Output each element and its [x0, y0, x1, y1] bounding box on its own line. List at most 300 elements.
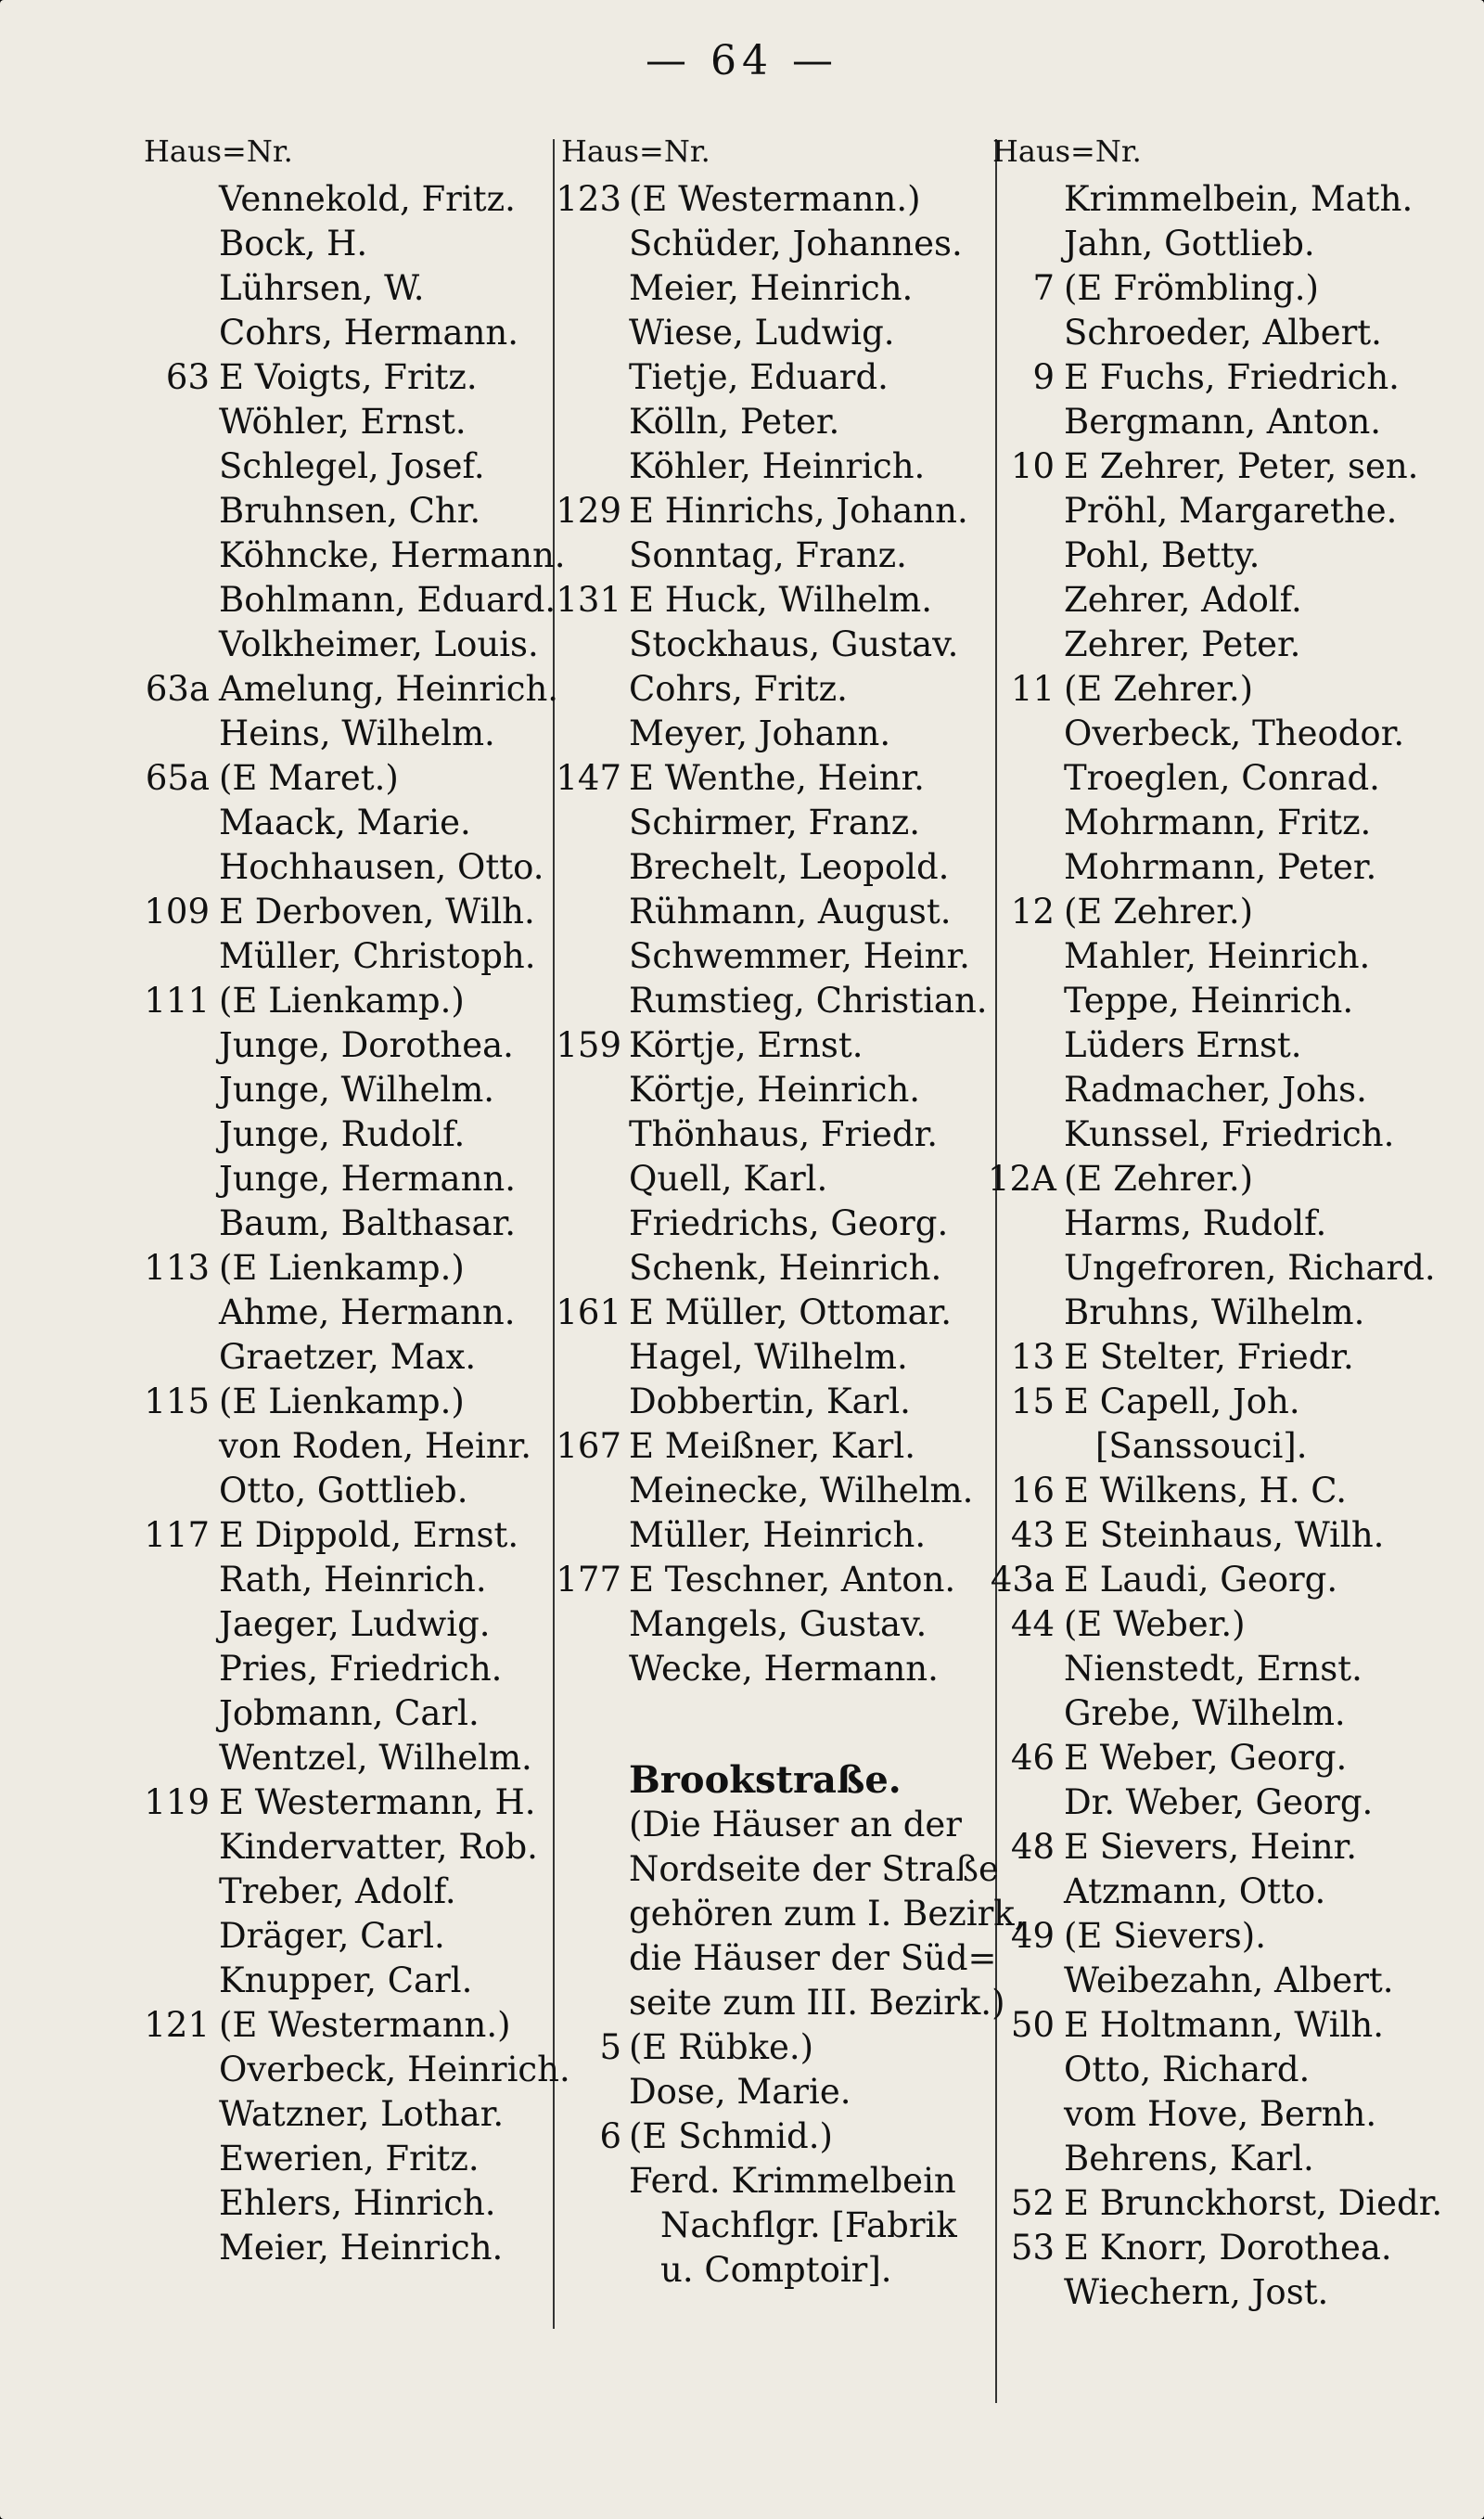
resident-name: E Voigts, Fritz.: [219, 357, 478, 397]
directory-entry: [997, 400, 1433, 444]
directory-entry: [556, 1424, 1006, 1469]
resident-name: Cohrs, Hermann.: [219, 313, 519, 353]
resident-name: Kindervatter, Rob.: [219, 1827, 538, 1867]
resident-name: Overbeck, Heinrich.: [219, 2050, 570, 2089]
directory-entry: [130, 1914, 566, 1959]
street-note: [561, 1803, 1026, 2025]
house-number: 121: [144, 2005, 210, 2045]
directory-entry: [561, 845, 1006, 890]
house-number: 7: [1032, 268, 1055, 308]
directory-entry: [130, 1691, 566, 1736]
resident-name: Graetzer, Max.: [219, 1337, 477, 1377]
directory-entry: [130, 845, 566, 890]
resident-name: E Fuchs, Friedrich.: [1064, 357, 1400, 397]
resident-name: (E Lienkamp.): [219, 1248, 465, 1288]
resident-name: Ewerien, Fritz.: [219, 2139, 480, 2178]
resident-name: Junge, Hermann.: [219, 1159, 517, 1199]
directory-entry: [997, 177, 1433, 222]
directory-entry: [561, 1157, 1006, 1202]
resident-name: Körtje, Ernst.: [629, 1025, 864, 1065]
resident-name: (E Zehrer.): [1064, 669, 1254, 709]
resident-name: Rühmann, August.: [629, 892, 952, 932]
house-number: 177: [556, 1560, 621, 1600]
directory-entry: [130, 1959, 566, 2003]
directory-entry: [130, 355, 566, 400]
directory-entry: [556, 1291, 1006, 1335]
resident-name: E Knorr, Dorothea.: [1064, 2228, 1392, 2268]
resident-name: Radmacher, Johs.: [1064, 1070, 1367, 1110]
resident-name: Schenk, Heinrich.: [629, 1248, 942, 1288]
house-number: 48: [1010, 1827, 1055, 1867]
resident-name: Ungefroren, Richard.: [1064, 1248, 1436, 1288]
directory-entry: [561, 2248, 1006, 2293]
house-number: 43a: [990, 1560, 1055, 1600]
note-text: seite zum III. Bezirk.): [629, 1983, 1005, 2023]
resident-name: Meyer, Johann.: [629, 713, 891, 753]
directory-entry: [556, 1023, 1006, 1068]
directory-entry: [997, 222, 1433, 266]
directory-entry: [997, 890, 1433, 934]
directory-entry: [997, 623, 1433, 667]
resident-name: vom Hove, Bernh.: [1064, 2094, 1377, 2134]
entry-list: [556, 177, 1006, 1691]
resident-name: Bock, H.: [219, 224, 368, 263]
column-1: [130, 125, 570, 2270]
resident-name: Zehrer, Peter.: [1064, 624, 1301, 664]
column-3: [988, 125, 1443, 2315]
resident-name: Harms, Rudolf.: [1064, 1203, 1327, 1243]
house-number: 15: [1010, 1382, 1055, 1421]
resident-name: Mahler, Heinrich.: [1064, 936, 1371, 976]
directory-entry: [561, 890, 1006, 934]
directory-entry: [561, 222, 1006, 266]
resident-name: Junge, Rudolf.: [219, 1114, 466, 1154]
resident-name: (E Weber.): [1064, 1604, 1246, 1644]
note-line: [561, 1981, 1006, 2025]
directory-entry: [130, 578, 566, 623]
entry-list: [988, 177, 1443, 2315]
directory-entry: [997, 2003, 1433, 2048]
directory-entry: [130, 1647, 566, 1691]
directory-entry: [130, 1380, 566, 1424]
directory-entry: [997, 1112, 1433, 1157]
resident-name: Maack, Marie.: [219, 803, 471, 842]
directory-entry: [561, 444, 1006, 489]
resident-name: Hochhausen, Otto.: [219, 847, 544, 887]
directory-entry: [997, 1780, 1433, 1825]
resident-name: Ehlers, Hinrich.: [219, 2183, 496, 2223]
resident-name: Müller, Heinrich.: [629, 1515, 927, 1555]
house-number: 167: [556, 1426, 621, 1466]
directory-entry: [130, 1202, 566, 1246]
note-line: [561, 1936, 1006, 1981]
resident-name: Vennekold, Fritz.: [219, 179, 516, 219]
directory-entry: [130, 623, 566, 667]
directory-entry: [988, 1157, 1433, 1202]
house-number: 5: [599, 2027, 621, 2067]
directory-entry: [556, 177, 1006, 222]
house-number: 49: [1010, 1916, 1055, 1956]
resident-name: Friedrichs, Georg.: [629, 1203, 949, 1243]
resident-name: Atzmann, Otto.: [1064, 1871, 1326, 1911]
resident-name: (E Zehrer.): [1064, 892, 1254, 932]
house-number: 115: [144, 1382, 210, 1421]
house-number: 147: [556, 758, 621, 798]
directory-entry: [130, 533, 566, 578]
directory-entry: [561, 2025, 1006, 2070]
directory-entry: [997, 311, 1433, 355]
resident-name: (E Maret.): [219, 758, 399, 798]
resident-name: Behrens, Karl.: [1064, 2139, 1314, 2178]
house-number: 119: [144, 1782, 210, 1822]
directory-entry: [130, 1780, 566, 1825]
resident-name: E Weber, Georg.: [1064, 1738, 1348, 1778]
resident-name: Köhncke, Hermann.: [219, 535, 566, 575]
directory-entry: [561, 1246, 1006, 1291]
directory-entry: [997, 355, 1433, 400]
note-line: [561, 1803, 1006, 1847]
directory-entry: [130, 444, 566, 489]
resident-name: E Zehrer, Peter, sen.: [1064, 446, 1419, 486]
resident-name: E Holtmann, Wilh.: [1064, 2005, 1384, 2045]
resident-name: Jaeger, Ludwig.: [219, 1604, 491, 1644]
resident-name: Hagel, Wilhelm.: [629, 1337, 908, 1377]
directory-entry: [130, 266, 566, 311]
directory-entry: [561, 266, 1006, 311]
house-number: 161: [556, 1292, 621, 1332]
directory-entry: [997, 1291, 1433, 1335]
resident-name: Meinecke, Wilhelm.: [629, 1471, 974, 1510]
directory-entry: [130, 801, 566, 845]
directory-entry: [997, 266, 1433, 311]
directory-entry: [561, 934, 1006, 979]
resident-name: E Huck, Wilhelm.: [629, 580, 932, 620]
resident-name: Jobmann, Carl.: [219, 1693, 480, 1733]
street-heading-row: [561, 1758, 1006, 1803]
resident-name: Grebe, Wilhelm.: [1064, 1693, 1346, 1733]
directory-entry: [997, 2270, 1433, 2315]
entry-list: [130, 177, 570, 2270]
resident-name: von Roden, Heinr.: [219, 1426, 532, 1466]
directory-entry: [997, 2092, 1433, 2137]
directory-entry: [561, 1068, 1006, 1112]
directory-entry: [997, 1335, 1433, 1380]
directory-entry: [130, 222, 566, 266]
resident-name: Dr. Weber, Georg.: [1064, 1782, 1374, 1822]
resident-name: Tietje, Eduard.: [629, 357, 889, 397]
resident-name: Kölln, Peter.: [629, 402, 840, 442]
note-text: Nordseite der Straße: [629, 1849, 999, 1889]
directory-entry: [997, 2181, 1443, 2226]
directory-entry: [561, 355, 1006, 400]
resident-name: Stockhaus, Gustav.: [629, 624, 959, 664]
directory-entry: [997, 934, 1433, 979]
resident-name: Bruhnsen, Chr.: [219, 491, 481, 531]
resident-name: Ahme, Hermann.: [219, 1292, 516, 1332]
resident-name: E Westermann, H.: [219, 1782, 536, 1822]
resident-name: (E Frömbling.): [1064, 268, 1319, 308]
entry-list: [561, 2025, 1006, 2293]
directory-entry: [561, 2114, 1006, 2159]
resident-name: Meier, Heinrich.: [629, 268, 914, 308]
directory-entry: [130, 2226, 566, 2270]
directory-entry: [997, 2137, 1433, 2181]
directory-entry: [561, 2159, 1006, 2204]
resident-name: Mohrmann, Fritz.: [1064, 803, 1372, 842]
directory-entry: [130, 177, 566, 222]
resident-name: E Sievers, Heinr.: [1064, 1827, 1358, 1867]
directory-entry: [561, 1469, 1006, 1513]
resident-name: Schwemmer, Heinr.: [629, 936, 970, 976]
directory-entry: [130, 1157, 566, 1202]
resident-name: Dobbertin, Karl.: [629, 1382, 911, 1421]
directory-entry: [556, 1558, 1006, 1602]
directory-entry: [997, 1691, 1433, 1736]
directory-entry: [561, 712, 1006, 756]
note-line: [561, 1847, 1006, 1892]
directory-entry: [561, 1647, 1006, 1691]
resident-name: Kunssel, Friedrich.: [1064, 1114, 1395, 1154]
resident-name: Bruhns, Wilhelm.: [1064, 1292, 1365, 1332]
resident-name: E Dippold, Ernst.: [219, 1515, 519, 1555]
directory-entry: [997, 1513, 1433, 1558]
directory-entry: [561, 1112, 1006, 1157]
directory-entry: [130, 1424, 566, 1469]
resident-name: Schlegel, Josef.: [219, 446, 485, 486]
directory-entry: [997, 533, 1433, 578]
resident-name: u. Comptoir].: [660, 2250, 892, 2290]
resident-name: Wentzel, Wilhelm.: [219, 1738, 532, 1778]
house-number: 6: [599, 2116, 621, 2156]
directory-entry: [561, 667, 1006, 712]
resident-name: Brechelt, Leopold.: [629, 847, 950, 887]
resident-name: Dose, Marie.: [629, 2072, 851, 2112]
column-header: Haus=Nr.: [144, 134, 293, 169]
directory-entry: [990, 1558, 1433, 1602]
resident-name: Baum, Balthasar.: [219, 1203, 516, 1243]
directory-entry: [997, 667, 1433, 712]
resident-name: Quell, Karl.: [629, 1159, 828, 1199]
directory-entry: [997, 1246, 1436, 1291]
directory-entry: [561, 1335, 1006, 1380]
directory-entry: [997, 1602, 1433, 1647]
resident-name: Bergmann, Anton.: [1064, 402, 1382, 442]
resident-name: (E Lienkamp.): [219, 1382, 465, 1421]
directory-entry: [130, 667, 566, 712]
directory-entry: [130, 1335, 566, 1380]
directory-entry: [561, 623, 1006, 667]
resident-name: Treber, Adolf.: [219, 1871, 456, 1911]
directory-entry: [130, 1112, 566, 1157]
resident-name: Sonntag, Franz.: [629, 535, 907, 575]
directory-entry: [556, 756, 1006, 801]
directory-entry: [130, 2003, 566, 2048]
resident-name: Nachflgr. [Fabrik: [660, 2205, 957, 2245]
house-number: 53: [1010, 2228, 1055, 2268]
resident-name: Weibezahn, Albert.: [1064, 1960, 1394, 2000]
resident-name: Pries, Friedrich.: [219, 1649, 503, 1689]
directory-entry: [997, 1870, 1433, 1914]
column-header: Haus=Nr.: [561, 134, 710, 169]
house-number: 44: [1010, 1604, 1055, 1644]
directory-entry: [997, 2226, 1433, 2270]
house-number: 63a: [145, 669, 210, 709]
directory-entry: [561, 1202, 1006, 1246]
resident-name: E Müller, Ottomar.: [629, 1292, 953, 1332]
house-number: 63: [165, 357, 210, 397]
resident-name: Lüders Ernst.: [1064, 1025, 1302, 1065]
resident-name: Schroeder, Albert.: [1064, 313, 1382, 353]
resident-name: E Hinrichs, Johann.: [629, 491, 968, 531]
house-number: 12: [1010, 892, 1055, 932]
directory-entry: [561, 1602, 1006, 1647]
resident-name: E Brunckhorst, Diedr.: [1064, 2183, 1443, 2223]
directory-entry: [130, 311, 566, 355]
house-number: 9: [1032, 357, 1055, 397]
resident-name: E Derboven, Wilh.: [219, 892, 535, 932]
resident-name: (E Schmid.): [629, 2116, 833, 2156]
directory-entry: [561, 1380, 1006, 1424]
directory-entry: [997, 489, 1433, 533]
house-number: 16: [1010, 1471, 1055, 1510]
directory-entry: [130, 1291, 566, 1335]
house-number: 52: [1010, 2183, 1055, 2223]
resident-name: Pröhl, Margarethe.: [1064, 491, 1398, 531]
directory-entry: [130, 1736, 566, 1780]
resident-name: E Steinhaus, Wilh.: [1064, 1515, 1385, 1555]
house-number: 117: [144, 1515, 210, 1555]
directory-entry: [130, 400, 566, 444]
resident-name: Junge, Dorothea.: [219, 1025, 514, 1065]
directory-entry: [997, 1469, 1433, 1513]
resident-name: Wiechern, Jost.: [1064, 2272, 1329, 2312]
house-number: 50: [1010, 2005, 1055, 2045]
resident-name: (E Westermann.): [629, 179, 921, 219]
house-number: 13: [1010, 1337, 1055, 1377]
resident-name: Pohl, Betty.: [1064, 535, 1260, 575]
house-number: 10: [1010, 446, 1055, 486]
resident-name: Köhler, Heinrich.: [629, 446, 926, 486]
directory-entry: [997, 1380, 1433, 1424]
resident-name: Thönhaus, Friedr.: [629, 1114, 938, 1154]
directory-entry: [997, 979, 1433, 1023]
resident-name: Müller, Christoph.: [219, 936, 536, 976]
directory-entry: [997, 756, 1433, 801]
note-text: gehören zum I. Bezirk,: [629, 1894, 1026, 1934]
directory-entry: [130, 1023, 566, 1068]
resident-name: E Wenthe, Heinr.: [629, 758, 925, 798]
directory-entry: [997, 2048, 1433, 2092]
resident-name: Ferd. Krimmelbein: [629, 2161, 956, 2201]
directory-entry: [561, 979, 1006, 1023]
resident-name: Wöhler, Ernst.: [219, 402, 467, 442]
house-number: 111: [144, 981, 210, 1021]
house-number: 113: [144, 1248, 210, 1288]
directory-entry: [561, 400, 1006, 444]
page-number: — 64 —: [646, 37, 838, 84]
resident-name: Knupper, Carl.: [219, 1960, 473, 2000]
resident-name: Schüder, Johannes.: [629, 224, 963, 263]
resident-name: (E Sievers).: [1064, 1916, 1266, 1956]
resident-name: Otto, Richard.: [1064, 2050, 1311, 2089]
directory-entry: [130, 1825, 566, 1870]
resident-name: E Laudi, Georg.: [1064, 1560, 1338, 1600]
house-number: 129: [556, 491, 621, 531]
directory-entry: [997, 712, 1433, 756]
directory-entry: [997, 801, 1433, 845]
house-number: 131: [556, 580, 621, 620]
resident-name: Wiese, Ludwig.: [629, 313, 895, 353]
directory-entry: [130, 979, 566, 1023]
directory-entry: [130, 756, 566, 801]
directory-entry: [130, 2048, 570, 2092]
resident-name: Körtje, Heinrich.: [629, 1070, 921, 1110]
column-header: Haus=Nr.: [992, 134, 1142, 169]
resident-name: E Stelter, Friedr.: [1064, 1337, 1354, 1377]
directory-entry: [997, 444, 1433, 489]
house-number: 11: [1010, 669, 1055, 709]
directory-entry: [561, 311, 1006, 355]
resident-name: Junge, Wilhelm.: [219, 1070, 495, 1110]
directory-entry: [130, 2137, 566, 2181]
directory-entry: [997, 578, 1433, 623]
resident-name: (E Rübke.): [629, 2027, 814, 2067]
resident-name: Otto, Gottlieb.: [219, 1471, 468, 1510]
directory-entry: [997, 1736, 1433, 1780]
resident-name: Cohrs, Fritz.: [629, 669, 848, 709]
directory-entry: [997, 1959, 1433, 2003]
directory-entry: [561, 801, 1006, 845]
directory-entry: [997, 845, 1433, 890]
directory-entry: [561, 533, 1006, 578]
resident-name: Dräger, Carl.: [219, 1916, 445, 1956]
resident-name: (E Zehrer.): [1064, 1159, 1254, 1199]
resident-name: (E Lienkamp.): [219, 981, 465, 1021]
resident-name: E Wilkens, H. C.: [1064, 1471, 1348, 1510]
resident-name: Rath, Heinrich.: [219, 1560, 487, 1600]
resident-name: [Sanssouci].: [1095, 1426, 1308, 1466]
resident-name: E Meißner, Karl.: [629, 1426, 915, 1466]
note-line: [561, 1892, 1026, 1936]
resident-name: Teppe, Heinrich.: [1064, 981, 1354, 1021]
note-text: (Die Häuser an der: [629, 1805, 962, 1844]
directory-entry: [556, 578, 1006, 623]
resident-name: Bohlmann, Eduard.: [219, 580, 556, 620]
directory-entry: [130, 1513, 566, 1558]
house-number: 65a: [145, 758, 210, 798]
resident-name: Krimmelbein, Math.: [1064, 179, 1414, 219]
resident-name: Jahn, Gottlieb.: [1064, 224, 1315, 263]
note-text: die Häuser der Süd=: [629, 1938, 997, 1978]
resident-name: Mangels, Gustav.: [629, 1604, 928, 1644]
directory-entry: [130, 1870, 566, 1914]
directory-entry: [997, 1914, 1433, 1959]
resident-name: Troeglen, Conrad.: [1064, 758, 1380, 798]
directory-entry: [130, 1558, 566, 1602]
resident-name: Amelung, Heinrich.: [219, 669, 559, 709]
street-heading: Brookstraße.: [629, 1758, 902, 1802]
resident-name: (E Westermann.): [219, 2005, 511, 2045]
directory-entry: [561, 1513, 1006, 1558]
house-number: 43: [1010, 1515, 1055, 1555]
directory-entry: [130, 489, 566, 533]
resident-name: Nienstedt, Ernst.: [1064, 1649, 1362, 1689]
house-number: 123: [556, 179, 621, 219]
house-number: 159: [556, 1025, 621, 1065]
resident-name: Lührsen, W.: [219, 268, 425, 308]
resident-name: Wecke, Hermann.: [629, 1649, 939, 1689]
directory-entry: [130, 934, 566, 979]
